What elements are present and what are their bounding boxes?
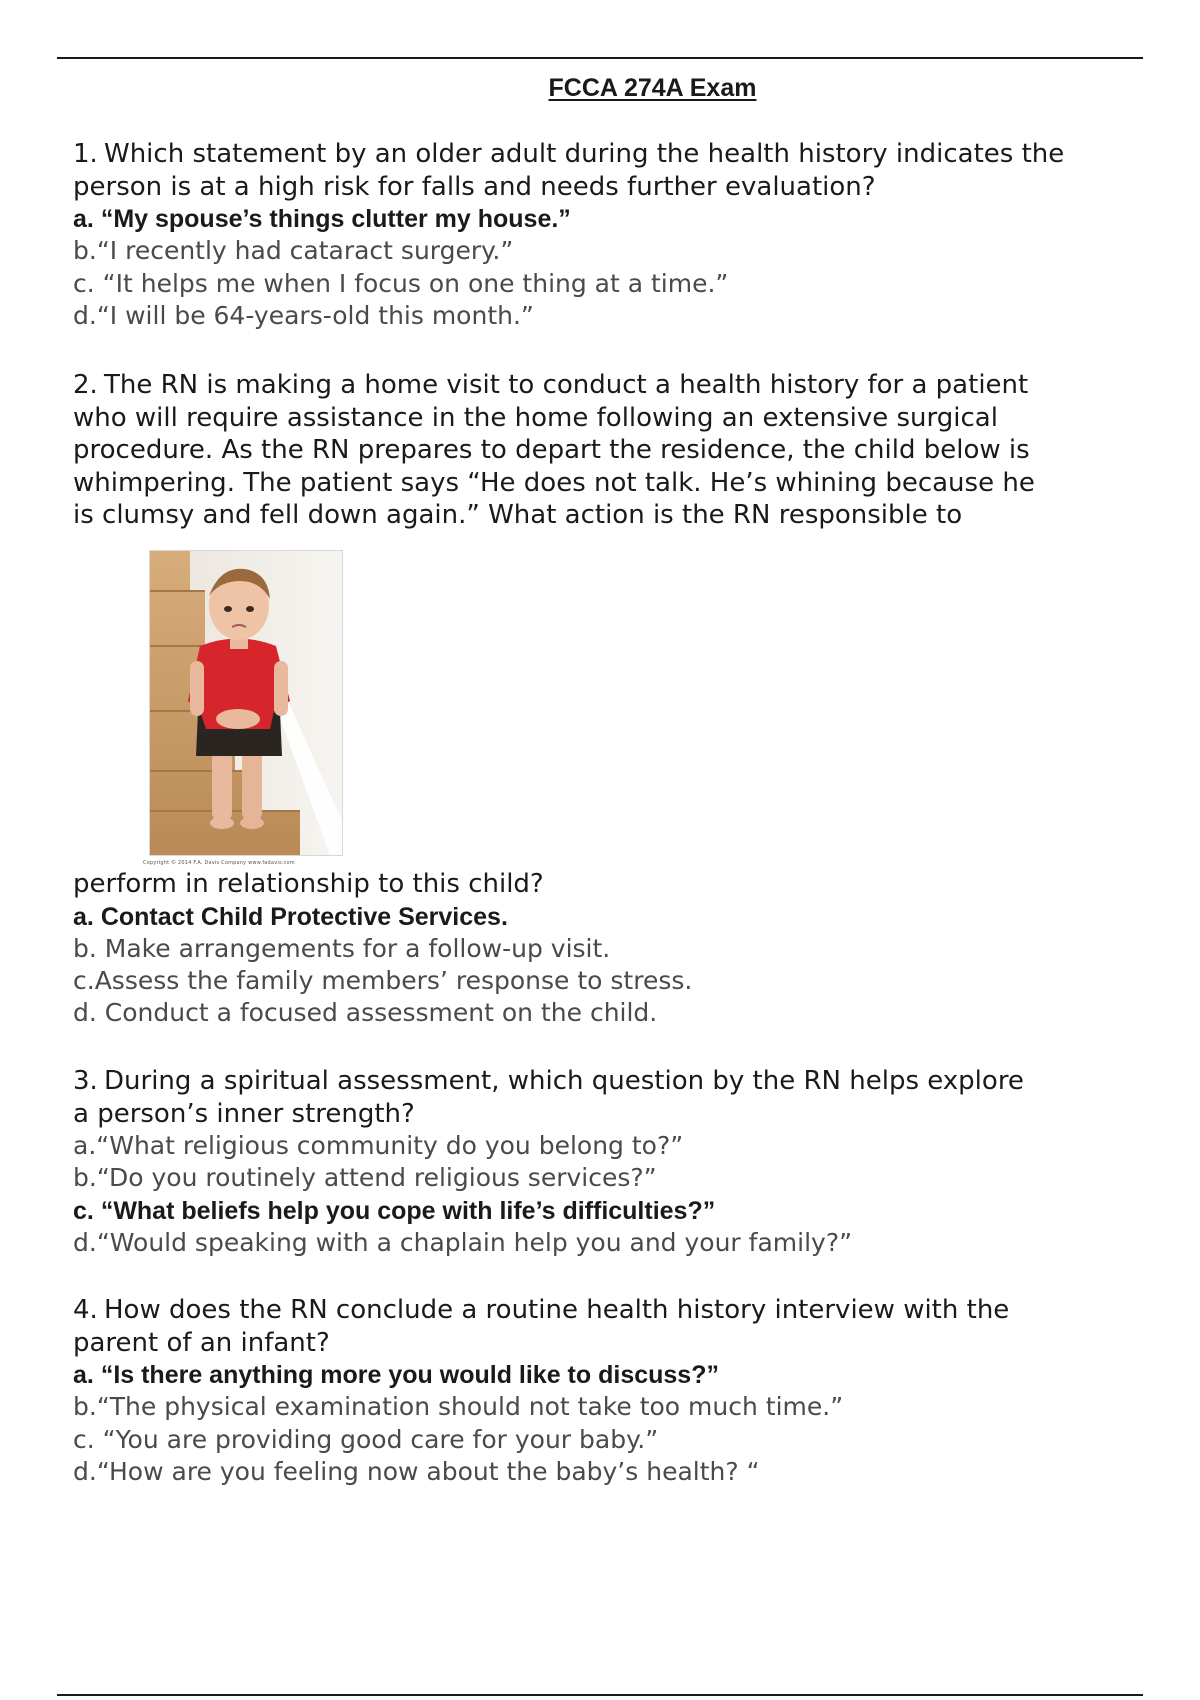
stem-line: a person’s inner strength? bbox=[73, 1098, 415, 1129]
stem-line: The RN is making a home visit to conduct a health history for a patient bbox=[104, 370, 1029, 400]
option-b bbox=[73, 1391, 1153, 1423]
option-d bbox=[73, 300, 1153, 332]
stem-continued: perform in relationship to this child? bbox=[73, 869, 544, 899]
option-text: Make arrangements for a follow-up visit. bbox=[104, 933, 611, 963]
stem-line: parent of an infant? bbox=[73, 1327, 330, 1358]
stem-line: procedure. As the RN prepares to depart the residence, the child below is bbox=[73, 435, 1030, 465]
question-stem bbox=[73, 1294, 1153, 1359]
option-letter: b. bbox=[73, 236, 97, 266]
stem-line: person is at a high risk for falls and needs further evaluation? bbox=[73, 171, 876, 202]
option-text: “I recently had cataract surgery.” bbox=[96, 236, 514, 266]
option-text: “What religious community do you belong to?” bbox=[96, 1131, 684, 1160]
option-d bbox=[73, 1227, 1153, 1259]
stem-line: How does the RN conclude a routine health history interview with the bbox=[104, 1295, 1010, 1325]
option-c bbox=[73, 965, 1153, 997]
option-letter: d. bbox=[73, 1456, 97, 1486]
stem-line: Which statement by an older adult during the health history indicates the bbox=[104, 139, 1065, 169]
option-d bbox=[73, 997, 1153, 1029]
question-number: 4. bbox=[73, 1295, 98, 1325]
option-text: Conduct a focused assessment on the child. bbox=[104, 998, 658, 1028]
photo-copyright-text: Copyright © 2014 F.A. Davis Company www.fadavis.com bbox=[143, 860, 295, 866]
option-letter: c. bbox=[73, 966, 95, 996]
option-text: “Do you routinely attend religious services?” bbox=[96, 1163, 657, 1193]
stem-line: During a spiritual assessment, which question by the RN helps explore bbox=[104, 1066, 1024, 1096]
option-b bbox=[73, 235, 1153, 267]
question-stem bbox=[73, 1065, 1153, 1130]
question-4 bbox=[73, 1294, 1153, 1488]
top-rule bbox=[57, 57, 1143, 59]
option-text: “It helps me when I focus on one thing at a time.” bbox=[102, 268, 729, 298]
option-c bbox=[73, 1424, 1153, 1456]
option-text: “Is there anything more you would like to discuss?” bbox=[100, 1361, 719, 1389]
option-a bbox=[73, 1359, 1153, 1391]
option-letter: c. bbox=[73, 268, 95, 298]
option-a bbox=[73, 203, 1153, 235]
option-letter: a. bbox=[73, 205, 94, 233]
question-number: 3. bbox=[73, 1066, 98, 1096]
photo-child-on-stairs-icon bbox=[150, 551, 342, 855]
answer-options bbox=[73, 901, 1153, 1030]
option-a bbox=[73, 1130, 1153, 1162]
question-2 bbox=[73, 369, 1153, 532]
option-letter: d. bbox=[73, 300, 97, 330]
stem-line: is clumsy and fell down again.” What action is the RN responsible to bbox=[73, 500, 963, 530]
option-letter: a. bbox=[73, 1361, 94, 1389]
stem-line: who will require assistance in the home following an extensive surgical bbox=[73, 402, 998, 433]
option-letter: b. bbox=[73, 1392, 97, 1422]
option-text: Assess the family members’ response to stress. bbox=[94, 966, 693, 996]
question-stem bbox=[73, 369, 1153, 532]
question-stem bbox=[73, 138, 1153, 203]
option-letter: a. bbox=[73, 1131, 97, 1160]
option-a bbox=[73, 901, 1153, 933]
answer-options bbox=[73, 1359, 1153, 1488]
option-letter: b. bbox=[73, 933, 97, 963]
option-text: “The physical examination should not take too much time.” bbox=[96, 1392, 844, 1422]
option-d bbox=[73, 1456, 1153, 1488]
question-number: 1. bbox=[73, 139, 98, 169]
question-1 bbox=[73, 138, 1153, 332]
option-letter: d. bbox=[73, 1227, 97, 1257]
option-c bbox=[73, 1195, 1153, 1227]
document-title: FCCA 274A Exam bbox=[548, 74, 757, 102]
answer-options bbox=[73, 1130, 1153, 1259]
option-b bbox=[73, 1162, 1153, 1194]
option-text: “Would speaking with a chaplain help you and your family?” bbox=[96, 1227, 853, 1257]
option-text: “How are you feeling now about the baby’s health? “ bbox=[96, 1456, 760, 1486]
option-text: “What beliefs help you cope with life’s difficulties?” bbox=[100, 1196, 716, 1225]
option-text: Contact Child Protective Services. bbox=[100, 902, 508, 931]
question-2-continued bbox=[73, 868, 1153, 1030]
child-on-stairs-photo bbox=[149, 550, 343, 856]
option-letter: a. bbox=[73, 902, 94, 931]
bottom-rule bbox=[57, 1694, 1143, 1696]
stem-line: whimpering. The patient says “He does not talk. He’s whining because he bbox=[73, 467, 1035, 498]
option-text: “You are providing good care for your baby.” bbox=[102, 1424, 659, 1454]
question-3 bbox=[73, 1065, 1153, 1259]
option-b bbox=[73, 933, 1153, 965]
option-letter: b. bbox=[73, 1163, 97, 1193]
option-text: “I will be 64-years-old this month.” bbox=[96, 300, 534, 330]
option-letter: d. bbox=[73, 998, 97, 1028]
option-letter: c. bbox=[73, 1196, 94, 1225]
option-letter: c. bbox=[73, 1424, 95, 1454]
question-number: 2. bbox=[73, 370, 98, 400]
option-text: “My spouse’s things clutter my house.” bbox=[100, 205, 571, 233]
answer-options bbox=[73, 203, 1153, 332]
option-c bbox=[73, 268, 1153, 300]
